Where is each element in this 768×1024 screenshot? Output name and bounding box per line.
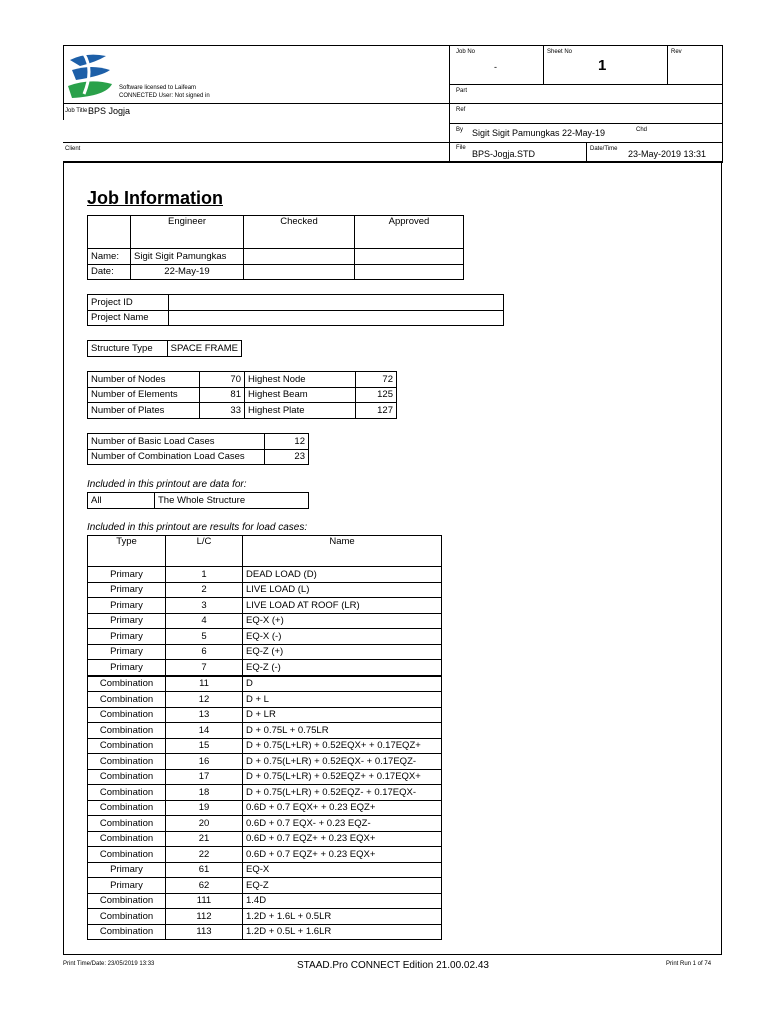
lc-type: Primary bbox=[88, 598, 166, 614]
lc-type: Primary bbox=[88, 862, 166, 878]
lc-name: 0.6D + 0.7 EQX+ + 0.23 EQZ+ bbox=[243, 800, 442, 816]
lc-number: 20 bbox=[166, 816, 243, 832]
sheet-no-value: 1 bbox=[598, 57, 607, 74]
lc-type: Combination bbox=[88, 785, 166, 801]
lc-type: Combination bbox=[88, 800, 166, 816]
file-label: File bbox=[456, 145, 466, 151]
highest-node-value: 72 bbox=[356, 372, 397, 388]
combo-lc-value: 23 bbox=[265, 449, 309, 465]
lc-name: EQ-X (-) bbox=[243, 629, 442, 645]
lc-type: Primary bbox=[88, 629, 166, 645]
table-row bbox=[88, 613, 442, 629]
table-row bbox=[88, 676, 442, 692]
lc-number: 15 bbox=[166, 738, 243, 754]
highest-beam-label: Highest Beam bbox=[245, 387, 356, 403]
load-cases-table bbox=[87, 535, 442, 940]
name-value: Sigit Sigit Pamungkas bbox=[131, 249, 244, 265]
lc-number: 61 bbox=[166, 862, 243, 878]
lc-type: Combination bbox=[88, 924, 166, 940]
lc-type: Combination bbox=[88, 692, 166, 708]
table-row bbox=[88, 831, 442, 847]
lc-name: 1.2D + 0.5L + 1.6LR bbox=[243, 924, 442, 940]
date-label: Date: bbox=[88, 264, 131, 280]
nodes-value: 70 bbox=[200, 372, 245, 388]
lc-name: EQ-Z (-) bbox=[243, 660, 442, 676]
footer-print-time: Print Time/Date: 23/05/2019 13:33 bbox=[63, 961, 155, 967]
lc-name: LIVE LOAD AT ROOF (LR) bbox=[243, 598, 442, 614]
lc-name: EQ-Z bbox=[243, 878, 442, 894]
job-info-table bbox=[87, 215, 464, 280]
lc-number: 16 bbox=[166, 754, 243, 770]
ref-label: Ref bbox=[456, 107, 466, 113]
rev-label: Rev bbox=[671, 49, 682, 55]
sheet-no-label: Sheet No bbox=[547, 49, 573, 55]
plates-value: 33 bbox=[200, 403, 245, 419]
structure-type-value: SPACE FRAME bbox=[167, 341, 241, 357]
lc-type: Primary bbox=[88, 660, 166, 676]
lc-number: 13 bbox=[166, 707, 243, 723]
lc-number: 2 bbox=[166, 582, 243, 598]
lc-name: DEAD LOAD (D) bbox=[243, 567, 442, 583]
lc-number: 112 bbox=[166, 909, 243, 925]
table-row bbox=[88, 847, 442, 863]
load-cases-caption: Included in this printout are results for load cases: bbox=[87, 522, 308, 533]
table-row bbox=[88, 878, 442, 894]
col-approved: Approved bbox=[355, 216, 464, 249]
lc-type: Combination bbox=[88, 723, 166, 739]
lc-name: D + LR bbox=[243, 707, 442, 723]
basic-lc-value: 12 bbox=[265, 434, 309, 450]
by-date: 22-May-19 bbox=[562, 128, 606, 138]
file-value: BPS-Jogja.STD bbox=[472, 149, 536, 159]
lc-number: 17 bbox=[166, 769, 243, 785]
lc-number: 22 bbox=[166, 847, 243, 863]
lc-number: 113 bbox=[166, 924, 243, 940]
table-row bbox=[88, 707, 442, 723]
table-row bbox=[88, 723, 442, 739]
lc-number: 1 bbox=[166, 567, 243, 583]
lc-number: 19 bbox=[166, 800, 243, 816]
license-text: Software licensed to Laifeam bbox=[119, 85, 197, 91]
basic-lc-label: Number of Basic Load Cases bbox=[88, 434, 265, 450]
job-title-label: Job Title bbox=[65, 108, 88, 114]
table-row bbox=[88, 862, 442, 878]
lc-name: 1.4D bbox=[243, 893, 442, 909]
table-row bbox=[88, 660, 442, 676]
lc-type: Combination bbox=[88, 738, 166, 754]
lc-number: 3 bbox=[166, 598, 243, 614]
plates-label: Number of Plates bbox=[88, 403, 200, 419]
job-title-value: BPS Jogja bbox=[88, 106, 131, 116]
structure-type-label: Structure Type bbox=[88, 341, 168, 357]
lc-number: 21 bbox=[166, 831, 243, 847]
included-all: All bbox=[88, 493, 155, 509]
client-label: Client bbox=[65, 146, 81, 152]
table-row bbox=[88, 644, 442, 660]
highest-plate-label: Highest Plate bbox=[245, 403, 356, 419]
lc-number: 4 bbox=[166, 613, 243, 629]
lc-name: D + 0.75(L+LR) + 0.52EQZ+ + 0.17EQX+ bbox=[243, 769, 442, 785]
lc-type: Combination bbox=[88, 847, 166, 863]
col-lc: L/C bbox=[166, 536, 243, 567]
col-checked: Checked bbox=[244, 216, 355, 249]
highest-node-label: Highest Node bbox=[245, 372, 356, 388]
lc-type: Primary bbox=[88, 644, 166, 660]
lc-name: D bbox=[243, 676, 442, 692]
lc-name: EQ-X (+) bbox=[243, 613, 442, 629]
lc-type: Combination bbox=[88, 769, 166, 785]
table-row bbox=[88, 598, 442, 614]
lc-number: 7 bbox=[166, 660, 243, 676]
lc-name: D + 0.75(L+LR) + 0.52EQX- + 0.17EQZ- bbox=[243, 754, 442, 770]
lc-name: D + 0.75(L+LR) + 0.52EQZ- + 0.17EQX- bbox=[243, 785, 442, 801]
bentley-logo-icon bbox=[66, 50, 116, 100]
elements-label: Number of Elements bbox=[88, 387, 200, 403]
counts-table bbox=[87, 371, 397, 419]
elements-value: 81 bbox=[200, 387, 245, 403]
lc-name: EQ-X bbox=[243, 862, 442, 878]
job-no-value: - bbox=[494, 62, 497, 72]
table-row bbox=[88, 816, 442, 832]
lc-number: 6 bbox=[166, 644, 243, 660]
footer-print-run: Print Run 1 of 74 bbox=[666, 961, 712, 967]
lc-type: Primary bbox=[88, 878, 166, 894]
lc-type: Combination bbox=[88, 909, 166, 925]
table-row bbox=[88, 924, 442, 940]
lc-type: Combination bbox=[88, 893, 166, 909]
structure-type-table bbox=[87, 340, 242, 357]
combo-lc-label: Number of Combination Load Cases bbox=[88, 449, 265, 465]
part-label: Part bbox=[456, 88, 468, 94]
lc-type: Primary bbox=[88, 567, 166, 583]
job-no-label: Job No bbox=[456, 49, 476, 55]
datetime-value: 23-May-2019 13:31 bbox=[628, 149, 707, 159]
lc-type: Primary bbox=[88, 582, 166, 598]
lc-number: 14 bbox=[166, 723, 243, 739]
table-row bbox=[88, 629, 442, 645]
highest-plate-value: 127 bbox=[356, 403, 397, 419]
job-info-title: Job Information bbox=[87, 188, 223, 208]
name-label: Name: bbox=[88, 249, 131, 265]
table-row bbox=[88, 582, 442, 598]
lc-number: 5 bbox=[166, 629, 243, 645]
lc-name: EQ-Z (+) bbox=[243, 644, 442, 660]
connected-user-text: CONNECTED User: Not signed in bbox=[119, 93, 210, 99]
table-row bbox=[88, 567, 442, 583]
project-id-label: Project ID bbox=[88, 295, 169, 311]
lc-name: LIVE LOAD (L) bbox=[243, 582, 442, 598]
lc-type: Combination bbox=[88, 831, 166, 847]
lc-type: Combination bbox=[88, 707, 166, 723]
table-row bbox=[88, 800, 442, 816]
included-data-caption: Included in this printout are data for: bbox=[87, 479, 247, 490]
lc-type: Combination bbox=[88, 816, 166, 832]
lc-name: D + 0.75(L+LR) + 0.52EQX+ + 0.17EQZ+ bbox=[243, 738, 442, 754]
table-row bbox=[88, 754, 442, 770]
project-table bbox=[87, 294, 504, 326]
lc-number: 62 bbox=[166, 878, 243, 894]
table-row bbox=[88, 738, 442, 754]
by-value: Sigit Sigit Pamungkas bbox=[472, 128, 560, 138]
table-row bbox=[88, 769, 442, 785]
table-row bbox=[88, 893, 442, 909]
col-name: Name bbox=[243, 536, 442, 567]
date-value: 22-May-19 bbox=[131, 264, 244, 280]
highest-beam-value: 125 bbox=[356, 387, 397, 403]
lc-name: D + L bbox=[243, 692, 442, 708]
datetime-label: Date/Time bbox=[590, 146, 618, 152]
lc-type: Combination bbox=[88, 676, 166, 692]
lc-name: 0.6D + 0.7 EQX- + 0.23 EQZ- bbox=[243, 816, 442, 832]
lc-number: 111 bbox=[166, 893, 243, 909]
lc-name: D + 0.75L + 0.75LR bbox=[243, 723, 442, 739]
col-type: Type bbox=[88, 536, 166, 567]
lc-number: 18 bbox=[166, 785, 243, 801]
load-count-table bbox=[87, 433, 309, 465]
table-row bbox=[88, 692, 442, 708]
table-row bbox=[88, 785, 442, 801]
lc-name: 0.6D + 0.7 EQZ+ + 0.23 EQX+ bbox=[243, 847, 442, 863]
lc-number: 12 bbox=[166, 692, 243, 708]
table-row bbox=[88, 909, 442, 925]
included-data-table bbox=[87, 492, 309, 509]
footer-product: STAAD.Pro CONNECT Edition 21.00.02.43 bbox=[297, 960, 489, 971]
lc-number: 11 bbox=[166, 676, 243, 692]
project-name-label: Project Name bbox=[88, 310, 169, 326]
included-whole-structure: The Whole Structure bbox=[155, 493, 309, 509]
lc-name: 0.6D + 0.7 EQZ+ + 0.23 EQX+ bbox=[243, 831, 442, 847]
col-engineer: Engineer bbox=[131, 216, 244, 249]
lc-name: 1.2D + 1.6L + 0.5LR bbox=[243, 909, 442, 925]
chd-label: Chd bbox=[636, 127, 648, 133]
lc-type: Combination bbox=[88, 754, 166, 770]
nodes-label: Number of Nodes bbox=[88, 372, 200, 388]
by-label: By bbox=[456, 127, 464, 133]
lc-type: Primary bbox=[88, 613, 166, 629]
